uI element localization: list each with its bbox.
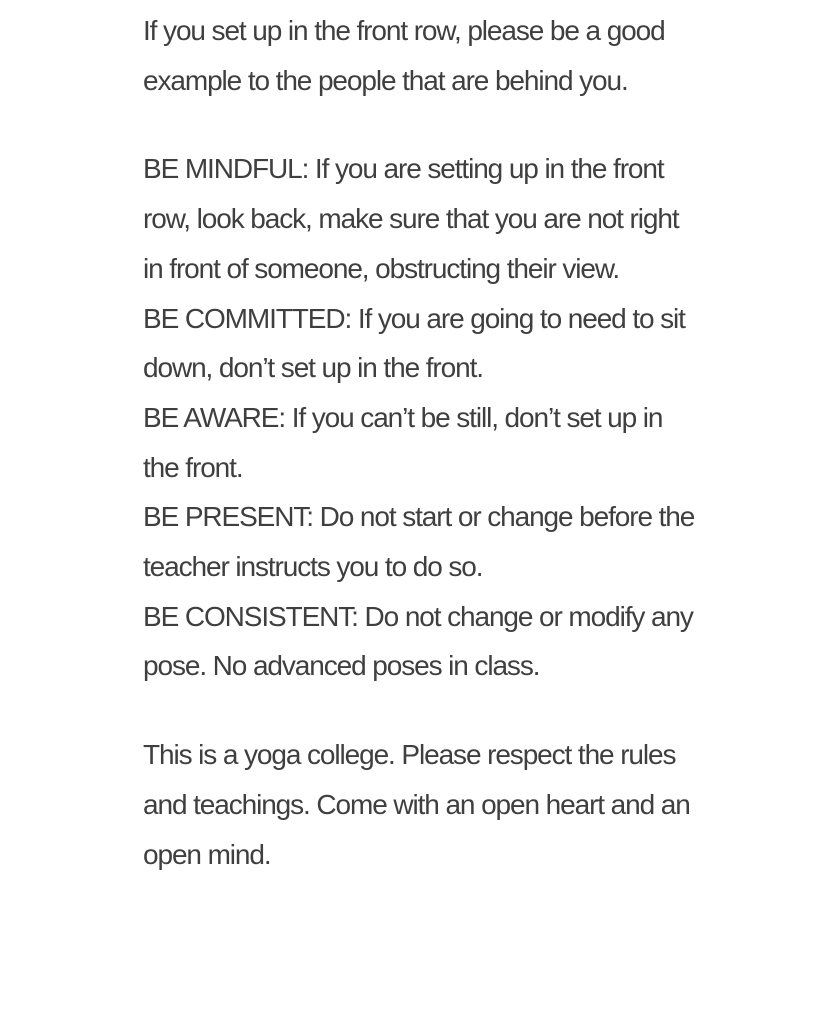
rule-be-present: BE PRESENT: Do not start or change before the teacher instructs you to do so. <box>143 501 695 583</box>
intro-paragraph: If you set up in the front row, please be a good example to the people that are behind you. <box>143 15 665 96</box>
rule-be-consistent: BE CONSISTENT: Do not change or modify any pose. No advanced poses in class. <box>143 600 693 682</box>
closing-paragraph: This is a yoga college. Please respect the rules and teachings. Come with an open heart and an open mind. <box>143 739 690 870</box>
rule-be-committed: BE COMMITTED: If you are going to need to sit down, don’t set up in the front. <box>143 302 685 384</box>
article-body <box>143 6 703 879</box>
rule-be-aware: BE AWARE: If you can’t be still, don’t set up in the front. <box>143 401 663 483</box>
rule-be-mindful: BE MINDFUL: If you are setting up in the front row, look back, make sure that you are not right in front of someone, obstructing their view. <box>143 153 679 284</box>
